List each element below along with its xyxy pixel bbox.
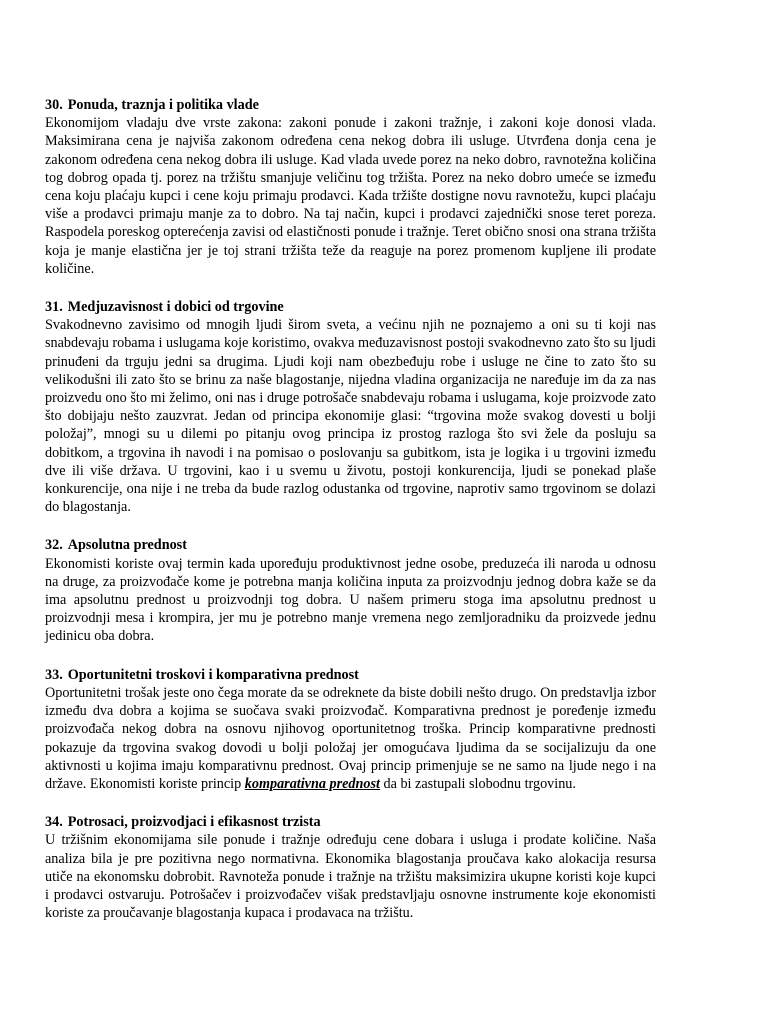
section-34 [45,813,656,922]
section-30 [45,96,656,278]
body-text-after: da bi zastupali slobodnu trgovinu. [379,775,576,792]
section-number: 32. [45,537,63,554]
section-number: 30. [45,97,63,113]
section-heading [45,298,656,316]
section-31 [45,298,656,516]
section-title: Oportunitetni troskovi i komparativna prednost [67,666,359,683]
section-heading [45,96,656,114]
section-heading [45,666,656,684]
section-body [45,684,656,793]
section-title: Potrosaci, proizvodjaci i efikasnost trzista [67,814,321,831]
section-title: Medjuzavisnost i dobici od trgovine [67,299,284,316]
section-body: Svakodnevno zavisimo od mnogih ljudi širom sveta, a većinu njih ne poznajemo a oni su ti koji nas snabdevaju robama i uslugama koje koristimo, ovakva međuzavisnost postoji svakodnevno zato što su ljudi prinuđeni da trguju jedni sa drugima. Ljudi koji nam obezbeđuju robe i usluge ne čine to zato što su velikodušni ili zato što se brinu za naše blagostanje, nijedna vladina organizacija ne naređuje im da za nas proizvedu ono što mi želimo, oni nas i druge potrošače snabdevaju robama i uslugama, koje proizvode zato što dobijaju nešto zauzvrat. Jedan od principa ekonomije glasi: “trgovina može svakog dovesti u bolji položaj”, mnogi su u dilemi po pitanju ovog principa iz prostog razloga što svi žele da posluju sa dobitkom, a trgovina ih navodi i na pomisao o poslovanju sa gubitkom, ista je logika i u trgovini između dve ili više država. U trgovini, kao i u svemu u životu, postoji konkurencija, ljudi se ponekad plaše konkurencije, ona nije i ne treba da bude razlog odustanka od trgovine, naprotiv samo trgovinom se dolazi do blagostanja. [45,317,656,516]
section-32 [45,536,656,645]
section-33 [45,666,656,793]
section-body: Ekonomisti koriste ovaj termin kada upoređuju produktivnost jedne osobe, preduzeća ili naroda u odnosu na druge, za proizvođače kome je potrebna manja količina inputa za proizvodnju jednog dobra kaže se da ima apsolutnu prednost u proizvodnji tog dobra. U našem primeru stoga ima apsolutnu prednost u proizvodnji mesa i krompira, jer mu je potrebno manje vremena nego zemljoradniku da proizvede jednu jedinicu oba dobra. [45,555,656,645]
body-text-before: Oportunitetni trošak jeste ono čega morate da se odreknete da biste dobili nešto drugo. On predstavlja izbor između dva dobra a kojima se suočava svaki proizvođač. Komparativna prednost je poređenje između proizvođača nekog dobra na osnovu njihovog oportunitetnog troška. Princip komparativne prednosti pokazuje da trgovina svakog dovodi u bolji položaj jer omogućava ljudima da se socijalizuju da one aktivnosti u kojima imaju komparativnu prednost. Ovaj princip primenjuje se ne samo na ljude nego i na države. Ekonomisti koriste princip [45,684,656,792]
section-title: Apsolutna prednost [67,537,187,554]
section-body: U tržišnim ekonomijama sile ponude i tražnje određuju cene dobara i usluga i prodate količine. Naša analiza bila je pre pozitivna nego normativna. Ekonomika blagostanja proučava kako alokacija resursa utiče na ekonomsku dobrobit. Ravnoteža ponude i tražnje na tržištu maksimizira ukupne koristi koje kupci i prodavci ostvaruju. Potrošačev i proizvođačev višak predstavljaju osnovne instrumente koje ekonomisti koriste za proučavanje blagostanja kupaca i prodavaca na tržištu. [45,832,656,922]
section-number: 33. [45,666,63,683]
section-number: 34. [45,814,63,831]
section-number: 31. [45,299,63,316]
section-heading [45,813,656,831]
section-body: Ekonomijom vladaju dve vrste zakona: zakoni ponude i zakoni tražnje, i zakoni koje donosi vlada. Maksimirana cena je najviša zakonom određena cena nekog dobra ili usluge. Utvrđena donja cena je zakonom određena cena nekog dobra ili usluge. Kad vlada uvede porez na neko dobro, ravnotežna količina tog dobrog opada tj. porez na tržištu smanjuje veličinu tog tržišta. Porez na neko dobro umeće se između cena koju plaćaju kupci i cene koju primaju prodavci. Kada tržište dostigne novu ravnotežu, kupci plaćaju više a prodavci primaju manje za to dobro. Na taj način, kupci i prodavci zajednički snose teret poreza. Raspodela poreskog opterećenja zavisi od elastičnosti ponude i tražnje. Teret obično snosi ona strana tržišta koja je manje elastična jer je toj strani tržišta teže da reaguje na porez promenom kupljene ili prodate količine. [45,115,656,277]
emphasized-term: komparativna prednost [244,775,380,792]
section-title: Ponuda, traznja i politika vlade [67,97,259,113]
section-heading [45,536,656,554]
